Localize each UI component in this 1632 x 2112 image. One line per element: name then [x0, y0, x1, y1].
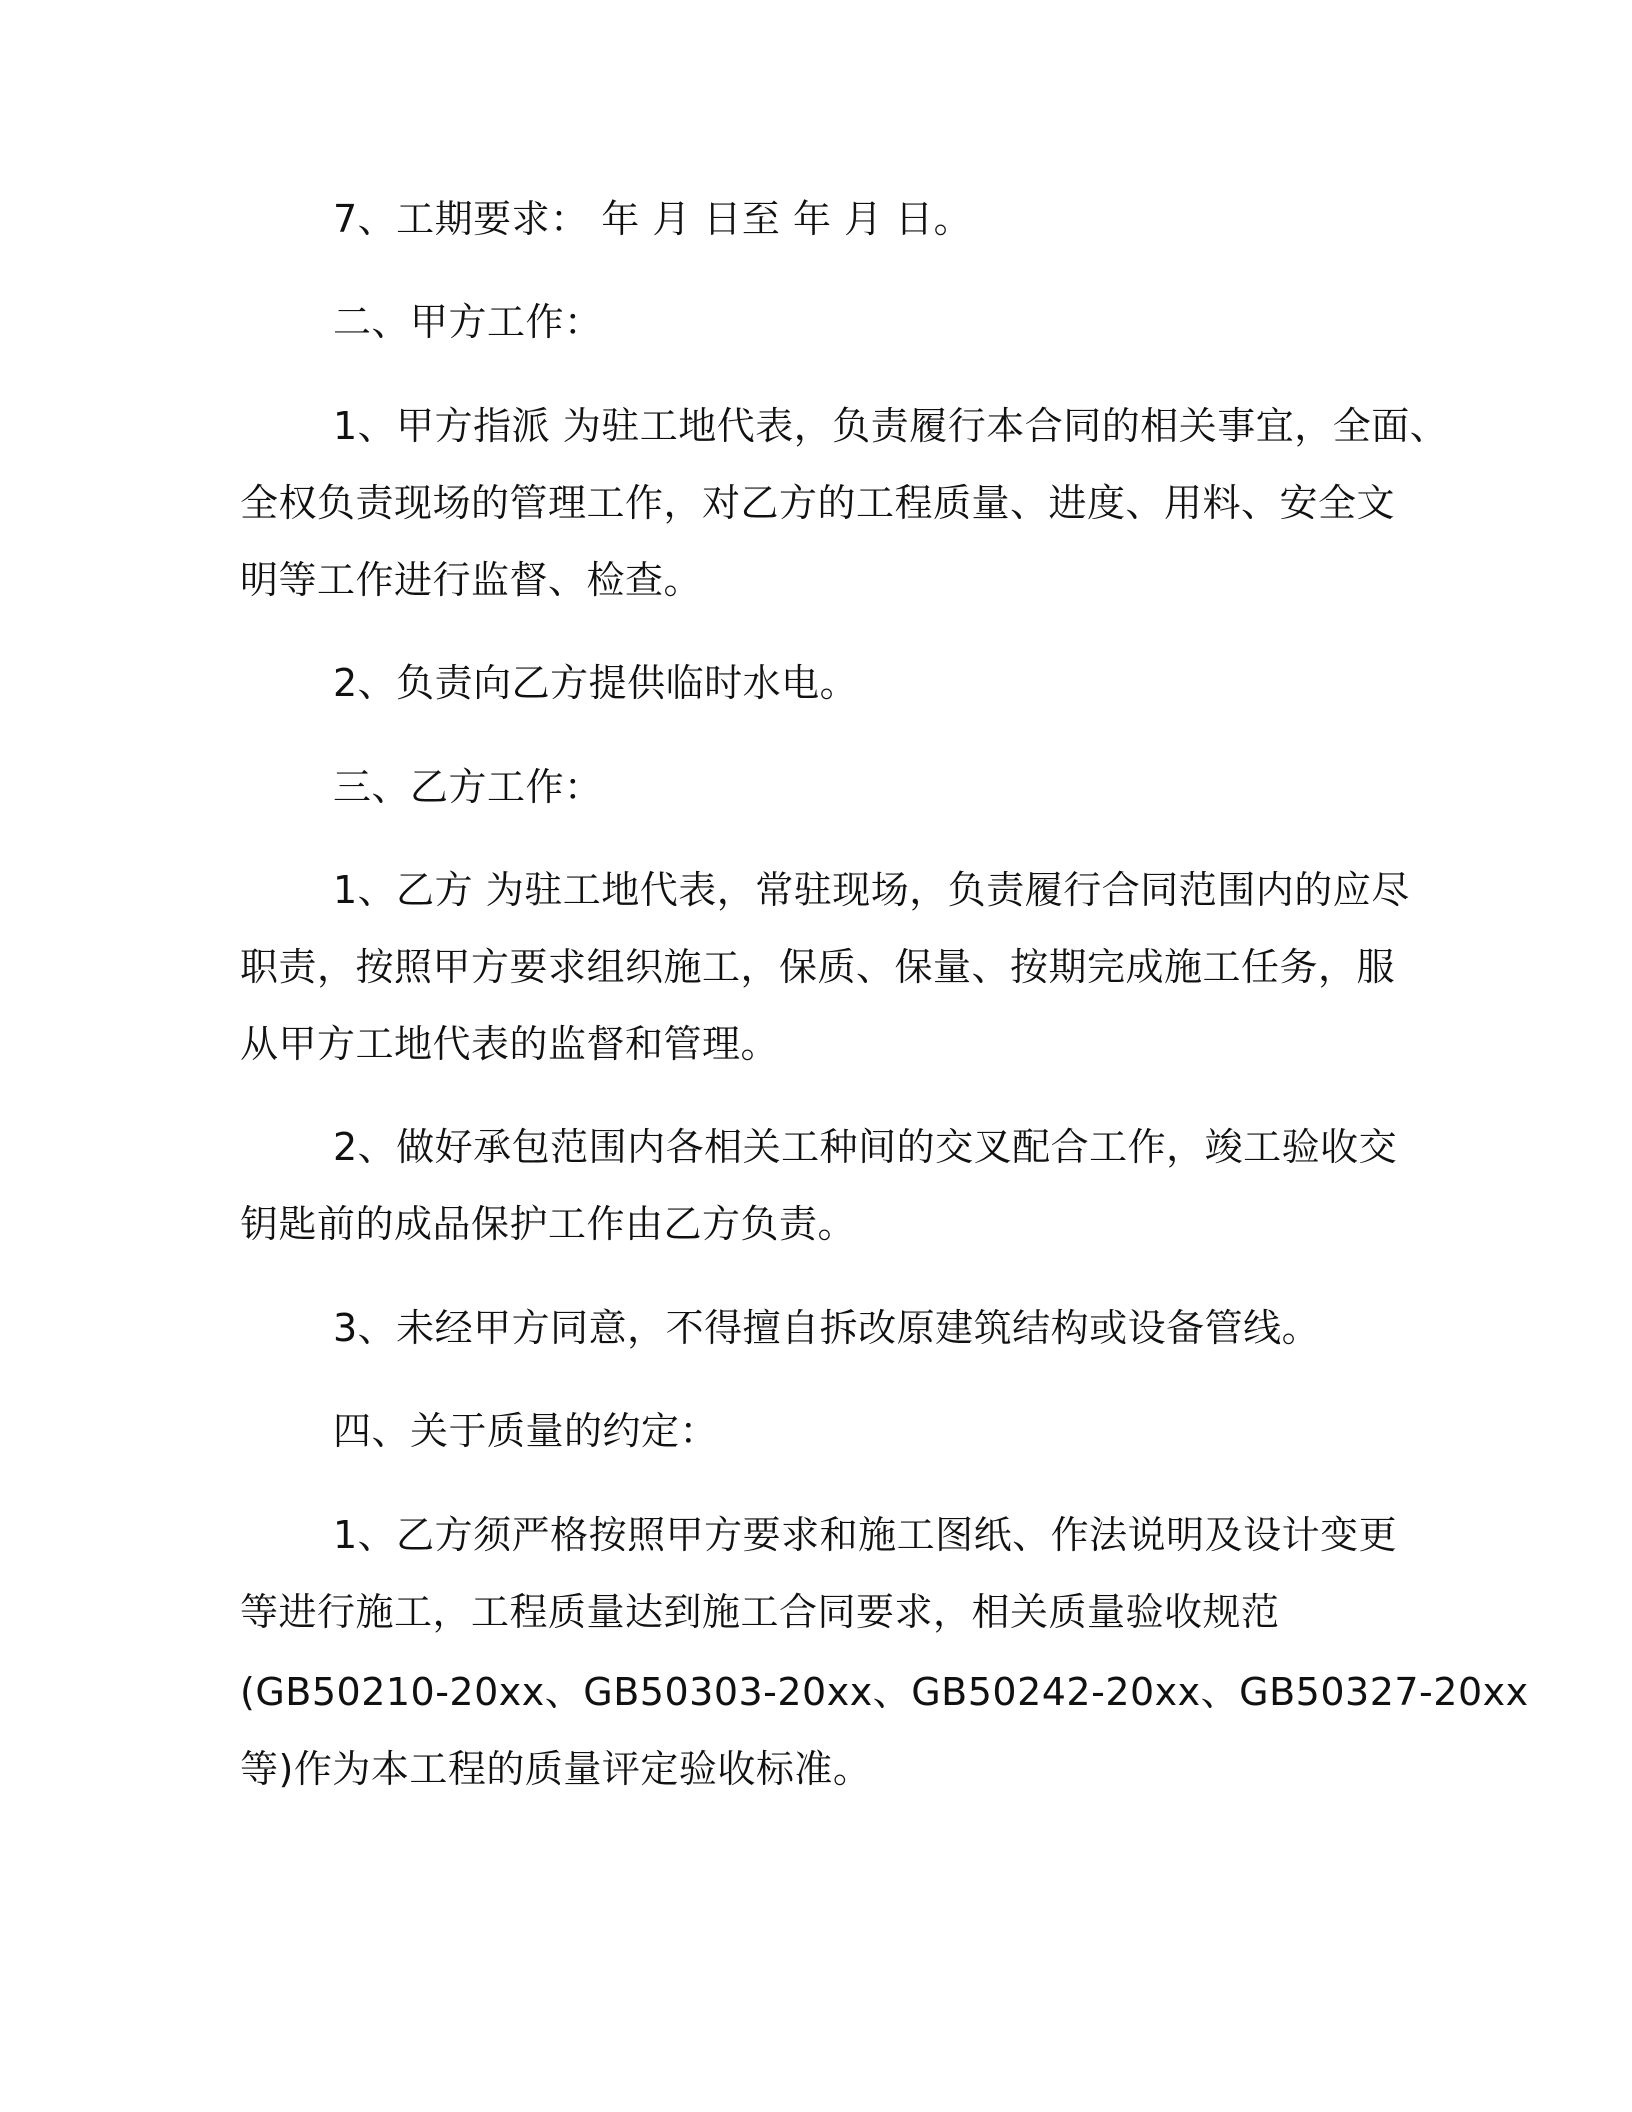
- quality-item-1-line-4: 等)作为本工程的质量评定验收标准。: [240, 1747, 872, 1791]
- section-heading-party-a: 二、甲方工作：: [333, 300, 603, 344]
- clause-7-schedule: 7、工期要求： 年 月 日至 年 月 日。: [333, 197, 973, 241]
- quality-item-1-line-3: (GB50210-20xx、GB50303-20xx、GB50242-20xx、GB50327-20xx: [240, 1670, 1529, 1714]
- party-b-item-3: 3、未经甲方同意，不得擅自拆改原建筑结构或设备管线。: [333, 1306, 1321, 1350]
- section-heading-quality: 四、关于质量的约定：: [333, 1409, 719, 1453]
- party-a-item-1-line-2: 全权负责现场的管理工作，对乙方的工程质量、进度、用料、安全文: [240, 481, 1396, 525]
- quality-item-1-line-2: 等进行施工，工程质量达到施工合同要求，相关质量验收规范: [240, 1590, 1280, 1634]
- party-b-item-1-line-1: 1、乙方 为驻工地代表，常驻现场，负责履行合同范围内的应尽: [333, 868, 1410, 912]
- party-b-item-2-line-2: 钥匙前的成品保护工作由乙方负责。: [240, 1202, 857, 1246]
- party-a-item-1-line-1: 1、甲方指派 为驻工地代表，负责履行本合同的相关事宜，全面、: [333, 404, 1449, 448]
- party-b-item-1-line-3: 从甲方工地代表的监督和管理。: [240, 1022, 780, 1066]
- party-b-item-2-line-1: 2、做好承包范围内各相关工种间的交叉配合工作，竣工验收交: [333, 1125, 1398, 1169]
- quality-item-1-line-1: 1、乙方须严格按照甲方要求和施工图纸、作法说明及设计变更: [333, 1513, 1398, 1557]
- party-b-item-1-line-2: 职责，按照甲方要求组织施工，保质、保量、按期完成施工任务，服: [240, 945, 1396, 989]
- section-heading-party-b: 三、乙方工作：: [333, 765, 603, 809]
- party-a-item-2: 2、负责向乙方提供临时水电。: [333, 661, 859, 705]
- party-a-item-1-line-3: 明等工作进行监督、检查。: [240, 558, 703, 602]
